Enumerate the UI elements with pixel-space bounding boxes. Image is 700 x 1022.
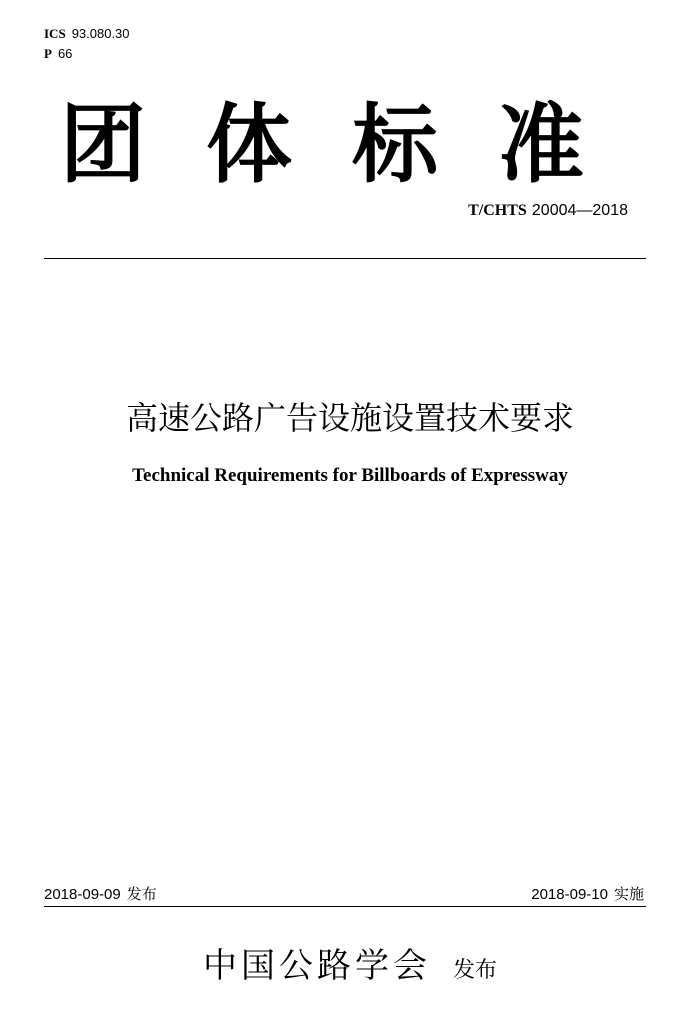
ics-value: 93.080.30 [71, 26, 130, 41]
standard-type-heading: 团体标准 [60, 95, 644, 195]
effective-date: 2018-09-10 [531, 886, 608, 903]
bottom-divider [44, 906, 646, 907]
ics-row [44, 24, 130, 44]
ccs-label: P [44, 46, 52, 61]
publisher-line [0, 938, 700, 987]
publisher-action: 发布 [452, 958, 497, 983]
publish-label: 发布 [126, 885, 157, 903]
standard-code-number: 20004—2018 [531, 202, 628, 219]
publish-date-block [44, 884, 157, 905]
effective-label: 实施 [613, 885, 644, 903]
standard-code-prefix: T/CHTS [468, 202, 527, 219]
top-divider [44, 258, 646, 259]
title-chinese: 高速公路广告设施设置技术要求 [125, 399, 574, 437]
effective-date-block [531, 884, 644, 905]
standard-code [468, 200, 628, 220]
publish-date: 2018-09-09 [44, 886, 121, 903]
ccs-row [44, 44, 130, 64]
publisher-organization: 中国公路学会 [202, 946, 431, 986]
ccs-value: 66 [57, 46, 73, 61]
classification-block [44, 24, 130, 64]
title-english: Technical Requirements for Billboards of Expressway [132, 465, 568, 486]
ics-label: ICS [44, 26, 66, 41]
